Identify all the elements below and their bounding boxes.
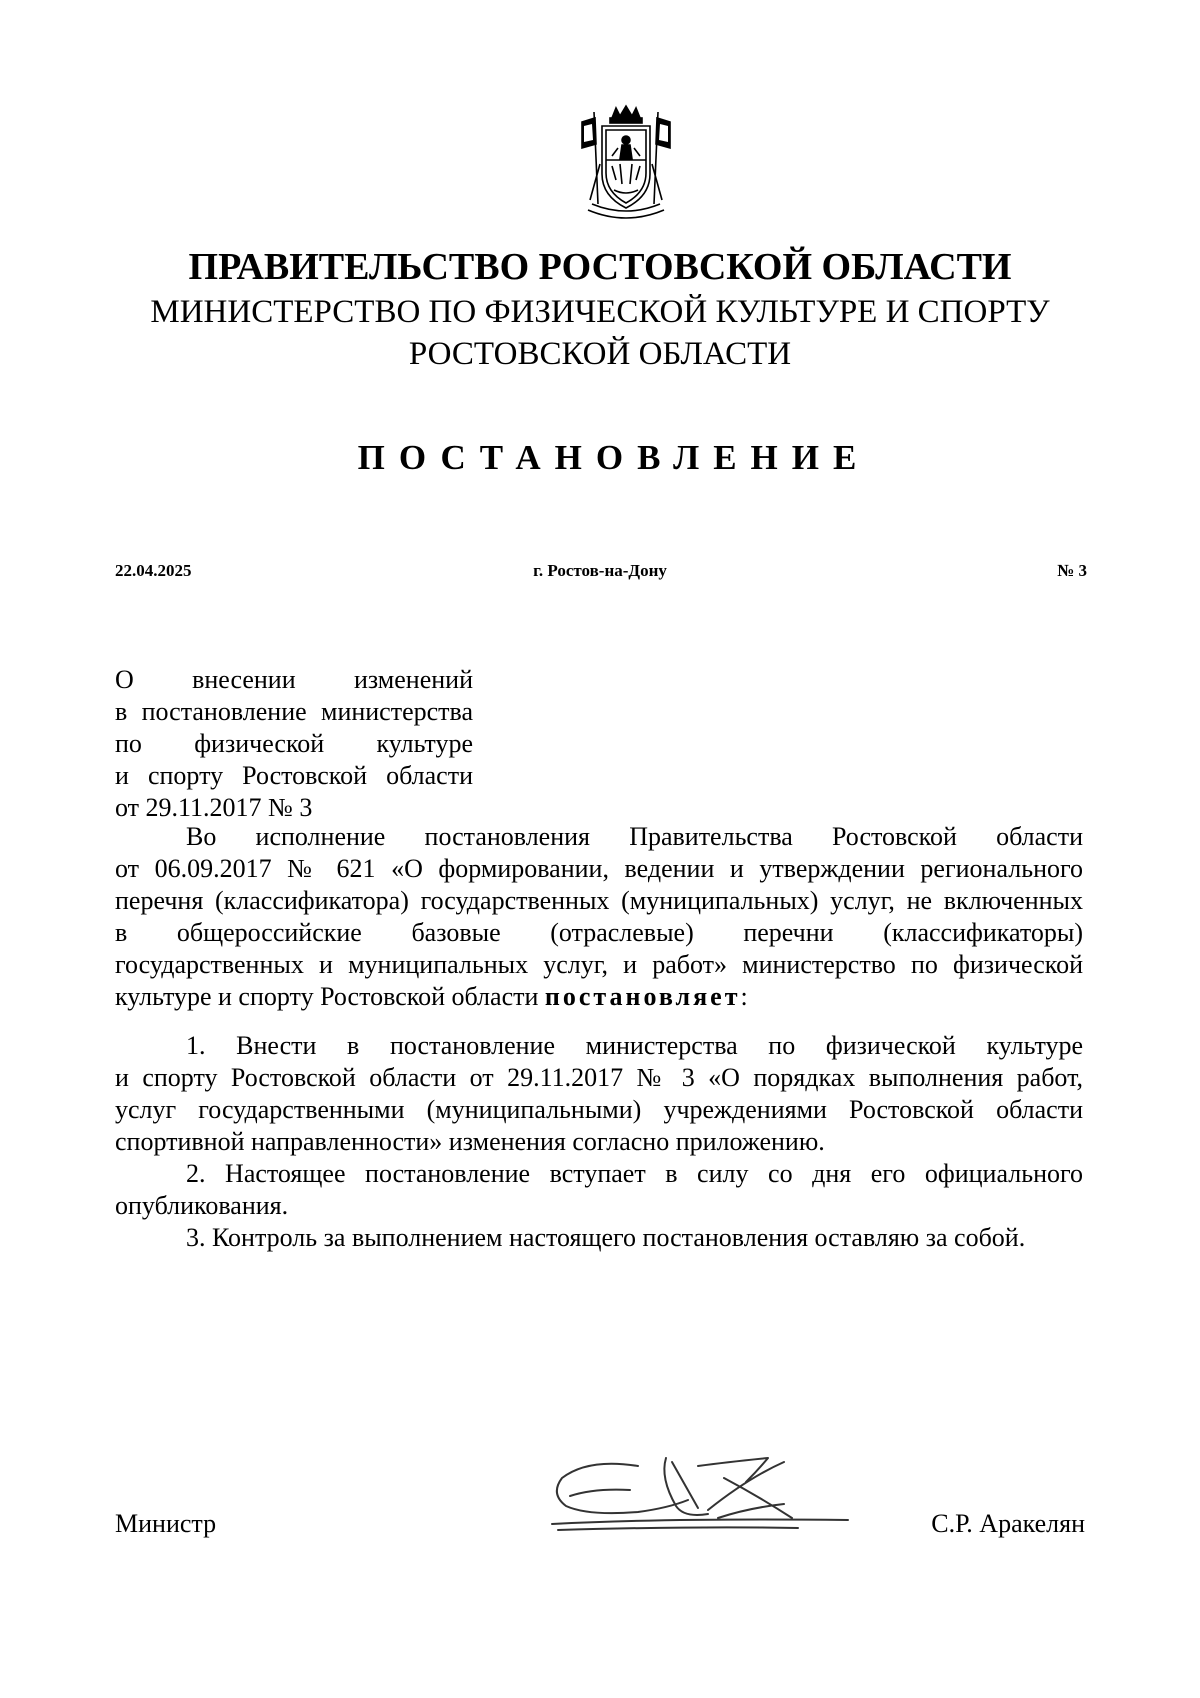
item-line: спортивной направленности» изменения согласно приложению. xyxy=(115,1127,825,1156)
preamble-line: в общероссийские базовые (отраслевые) перечни (классификаторы) xyxy=(115,918,1083,947)
item-2-paragraph xyxy=(115,1158,1083,1222)
government-title: ПРАВИТЕЛЬСТВО РОСТОВСКОЙ ОБЛАСТИ xyxy=(188,246,1012,288)
document-type-title: ПОСТАНОВЛЕНИЕ xyxy=(357,438,871,477)
subject-line: и спорту Ростовской области xyxy=(115,761,473,790)
coat-of-arms-icon xyxy=(572,104,680,226)
preamble-line: государственных и муниципальных услуг, и работ» министерство по физической xyxy=(115,950,1083,979)
ministry-name-line-1: МИНИСТЕРСТВО ПО ФИЗИЧЕСКОЙ КУЛЬТУРЕ И СПОРТУ xyxy=(150,294,1050,330)
item-3-paragraph xyxy=(115,1222,1083,1254)
subject-line: в постановление министерства xyxy=(115,697,473,726)
item-line: 1. Внести в постановление министерства по физической культуре xyxy=(186,1031,1083,1060)
item-1-paragraph xyxy=(115,1030,1083,1158)
document-date: 22.04.2025 xyxy=(115,561,192,580)
preamble-line: от 06.09.2017 № 621 «О формировании, ведении и утверждении регионального xyxy=(115,854,1083,883)
subject-line: О внесении изменений xyxy=(115,665,473,694)
preamble-last-line xyxy=(115,981,1083,1013)
preamble-paragraph xyxy=(115,821,1083,1013)
preamble-line: культуре и спорту Ростовской области xyxy=(115,982,539,1011)
preamble-line: перечня (классификатора) государственных (муниципальных) услуг, не включенных xyxy=(115,886,1083,915)
subject-line: от 29.11.2017 № 3 xyxy=(115,793,313,822)
signatory-name: С.Р. Аракелян xyxy=(931,1509,1085,1538)
item-line: 2. Настоящее постановление вступает в силу со дня его официального xyxy=(186,1159,1083,1188)
item-line: услуг государственными (муниципальными) учреждениями Ростовской области xyxy=(115,1095,1083,1124)
document-number: № 3 xyxy=(1057,561,1087,580)
item-line: и спорту Ростовской области от 29.11.2017 № 3 «О порядках выполнения работ, xyxy=(115,1063,1083,1092)
document-city: г. Ростов-на-Дону xyxy=(533,561,667,580)
ministry-name-line-2: РОСТОВСКОЙ ОБЛАСТИ xyxy=(408,336,792,372)
decree-word: постановляет xyxy=(544,982,741,1011)
signatory-role: Министр xyxy=(115,1509,217,1538)
handwritten-signature xyxy=(548,1448,868,1543)
item-line: опубликования. xyxy=(115,1191,289,1220)
preamble-line: Во исполнение постановления Правительства Ростовской области xyxy=(186,822,1083,851)
item-line: 3. Контроль за выполнением настоящего постановления оставляю за собой. xyxy=(186,1223,1026,1252)
subject-line: по физической культуре xyxy=(115,729,473,758)
decree-suffix: : xyxy=(740,982,748,1011)
document-subject xyxy=(115,664,473,824)
